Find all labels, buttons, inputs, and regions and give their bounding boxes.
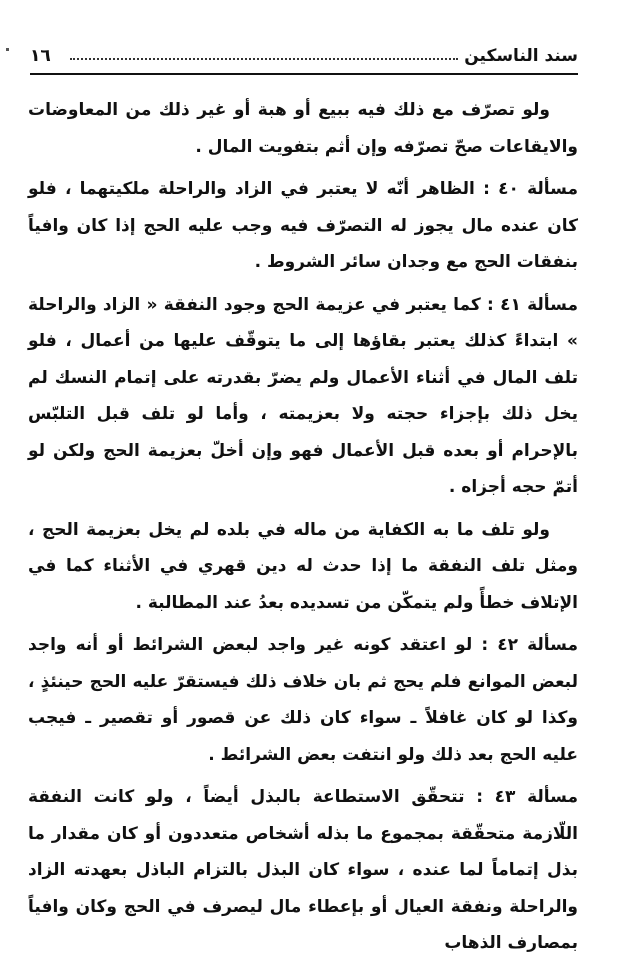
page-body: [28, 92, 578, 968]
issue-heading: مسألة ٤٣ :: [476, 787, 579, 807]
paragraph-text: ولو تصرّف مع ذلك فيه ببيع أو هبة أو غير ذلك من المعاوضات والايقاعات صحّ تصرّفه وإن أثم بتفويت المال .: [28, 100, 578, 157]
paragraph-masala-40: [28, 171, 578, 281]
paragraph-text: كما يعتبر في عزيمة الحج وجود النفقة « الزاد والراحلة » ابتداءً كذلك يعتبر بقاؤها إلى ما يتوقّف عليها من أعمال ، فلو تلف المال في أثناء الأعمال ولم يضرّ بقدرته على إتمام النسك لم يخل ذلك بإجزاء حجته ولا بعزيمته ، وأما لو تلف قبل التلبّس بالإحرام أو بعده قبل الأعمال فهو وإن أخلّ بعزيمة الحج ولكن لو أتمّ حجه أجزاه .: [28, 294, 578, 497]
issue-heading: مسألة ٤١ :: [487, 294, 578, 315]
paragraph-masala-43: [28, 779, 578, 962]
paragraph-1: [28, 92, 578, 165]
paragraph-text: ولو تلف ما به الكفاية من ماله في بلده لم يخل بعزيمة الحج ، ومثل تلف النفقة ما إذا حدث له دين قهري في الأثناء كما في الإتلاف خطأً ولم يتمكّن من تسديده بعدُ عند المطالبة .: [28, 519, 578, 613]
running-header: [30, 40, 578, 76]
issue-heading: مسألة ٤٢ :: [481, 635, 579, 655]
paragraph-masala-42: [28, 627, 578, 773]
header-rule: [30, 73, 578, 75]
book-title: سند الناسكين: [464, 46, 578, 66]
header-dotted-leader: [70, 58, 458, 60]
paragraph-text: تتحقّق الاستطاعة بالبذل أيضاً ، ولو كانت النفقة اللّازمة متحقّقة بمجموع ما بذله أشخاص متعددون أو كان مقدار ما بذل إتماماً لما عنده ، سواء كان البذل بالتزام الباذل بعهدته الزاد والراحلة ونفقة العيال أو بإعطاء مال ليصرف في الحج وكان وافياً بمصارف الذهاب: [28, 787, 578, 953]
page-number: ١٦: [30, 46, 51, 66]
scan-mark: [6, 48, 9, 51]
paragraph-text: لو اعتقد كونه غير واجد لبعض الشرائط أو أنه واجد لبعض الموانع فلم يحج ثم بان خلاف ذلك فيستقرّ عليه الحج حينئذٍ ، وكذا لو كان غافلاً ـ سواء كان ذلك عن قصور أو تقصير ـ فيجب عليه الحج بعد ذلك ولو انتفت بعض الشرائط .: [28, 635, 578, 765]
paragraph-masala-41: [28, 287, 578, 506]
paragraph-4: [28, 512, 578, 622]
issue-heading: مسألة ٤٠ :: [483, 179, 578, 199]
paragraph-text: الظاهر أنّه لا يعتبر في الزاد والراحلة ملكيتهما ، فلو كان عنده مال يجوز له التصرّف فيه وجب عليه الحج إذا كان وافياً بنفقات الحج مع وجدان سائر الشروط .: [28, 179, 578, 272]
